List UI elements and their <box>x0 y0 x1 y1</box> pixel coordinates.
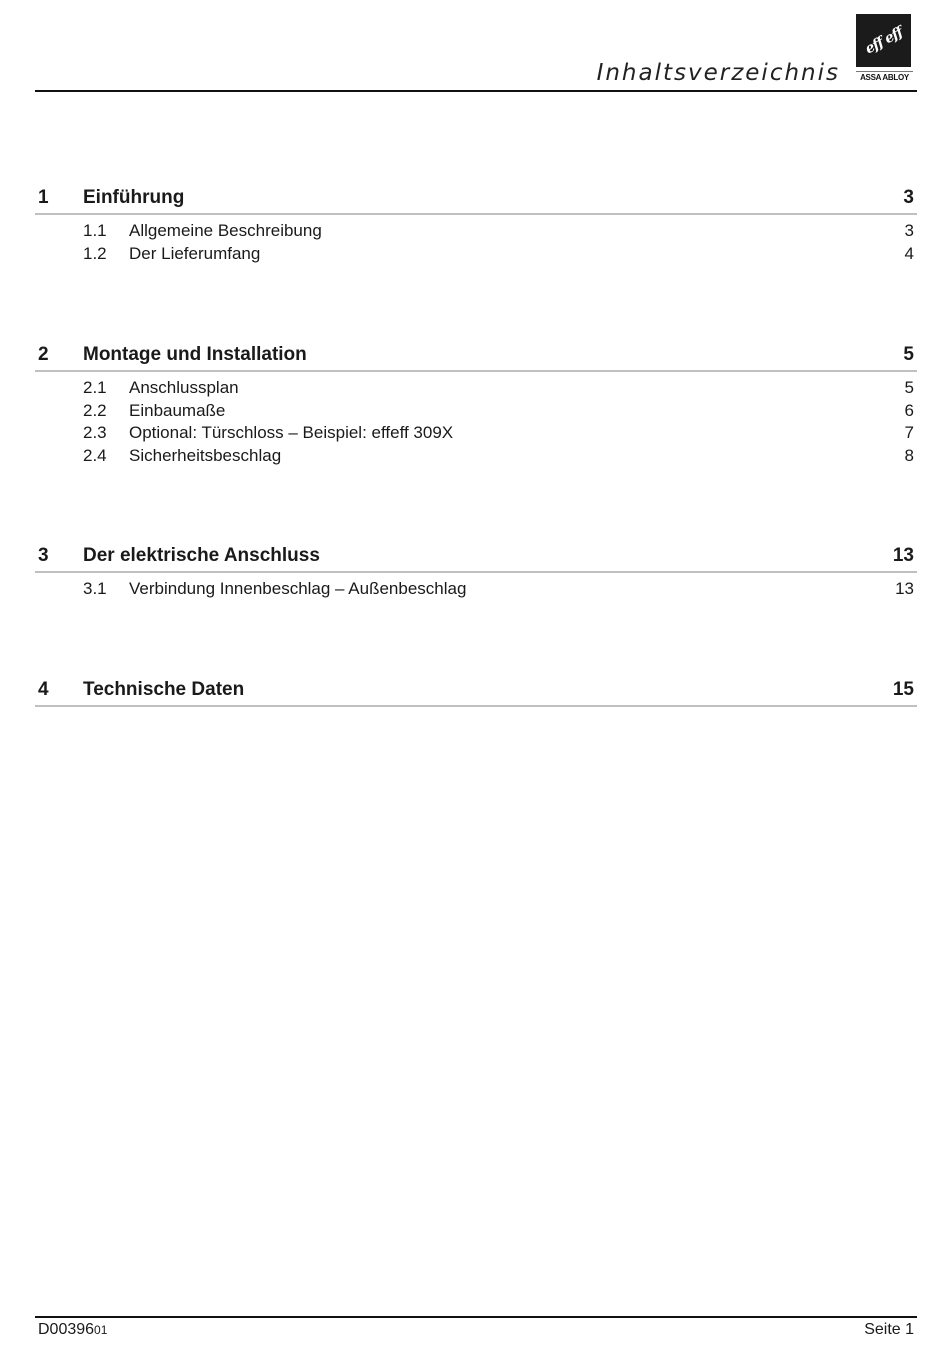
page-title: Inhaltsverzeichnis <box>596 60 840 86</box>
chapter-page: 5 <box>903 344 914 365</box>
chapter-page: 3 <box>903 187 914 208</box>
section-title: Sicherheitsbeschlag <box>129 446 282 466</box>
section-number: 1.1 <box>83 221 107 240</box>
section-number: 3.1 <box>83 579 107 598</box>
section-page: 5 <box>904 378 914 397</box>
toc-section[interactable] <box>35 244 917 267</box>
logo-divider <box>856 71 913 72</box>
header-rule <box>35 90 917 92</box>
section-title: Allgemeine Beschreibung <box>129 221 322 240</box>
document-id <box>38 1321 107 1339</box>
section-number: 2.3 <box>83 423 107 443</box>
chapter-number: 1 <box>38 187 49 208</box>
toc-section[interactable] <box>35 423 917 446</box>
section-title: Einbaumaße <box>129 400 226 420</box>
toc-section[interactable] <box>35 401 917 424</box>
footer-rule <box>35 1316 917 1318</box>
section-page: 7 <box>904 423 914 443</box>
logo-company-text: ASSA ABLOY <box>860 73 909 82</box>
section-page: 4 <box>904 243 914 263</box>
toc-chapter-heading[interactable] <box>35 679 917 705</box>
chapter-rule <box>35 213 917 215</box>
section-title: Optional: Türschloss – Beispiel: effeff 309X <box>129 423 454 443</box>
toc-section[interactable] <box>35 378 917 401</box>
chapter-title: Der elektrische Anschluss <box>83 545 320 566</box>
section-title: Verbindung Innenbeschlag – Außenbeschlag <box>129 579 467 598</box>
logo-mark <box>856 14 911 67</box>
chapter-page: 15 <box>892 679 914 700</box>
chapter-rule <box>35 370 917 372</box>
chapter-title: Technische Daten <box>83 679 245 700</box>
section-title: Anschlussplan <box>129 378 239 397</box>
toc-section-list <box>35 579 917 602</box>
document-revision: 01 <box>94 1323 108 1337</box>
document-number: D00396 <box>38 1321 95 1338</box>
chapter-number: 3 <box>38 545 49 566</box>
toc-chapter <box>35 545 917 602</box>
section-page: 6 <box>904 400 914 420</box>
logo-mark-text: eff eff <box>862 24 905 57</box>
toc-section[interactable] <box>35 221 917 244</box>
section-number: 2.1 <box>83 378 107 397</box>
chapter-title: Montage und Installation <box>83 344 307 365</box>
chapter-number: 2 <box>38 344 49 365</box>
toc-chapter-heading[interactable] <box>35 187 917 213</box>
effeff-assa-abloy-logo <box>856 14 913 86</box>
section-number: 1.2 <box>83 243 107 263</box>
toc-chapter <box>35 344 917 469</box>
toc-chapter-heading[interactable] <box>35 344 917 370</box>
section-number: 2.4 <box>83 446 107 466</box>
section-page: 13 <box>895 579 914 598</box>
toc-section-list <box>35 221 917 266</box>
chapter-page: 13 <box>892 545 914 566</box>
section-number: 2.2 <box>83 400 107 420</box>
toc-section-list <box>35 378 917 469</box>
toc-chapter <box>35 187 917 266</box>
chapter-title: Einführung <box>83 187 185 208</box>
toc-section[interactable] <box>35 446 917 469</box>
page-number: Seite 1 <box>864 1321 914 1338</box>
chapter-rule <box>35 705 917 707</box>
section-title: Der Lieferumfang <box>129 243 261 263</box>
section-page: 8 <box>904 446 914 466</box>
toc-chapter <box>35 679 917 707</box>
section-page: 3 <box>904 221 914 240</box>
chapter-rule <box>35 571 917 573</box>
toc-chapter-heading[interactable] <box>35 545 917 571</box>
toc-section[interactable] <box>35 579 917 602</box>
chapter-number: 4 <box>38 679 49 700</box>
